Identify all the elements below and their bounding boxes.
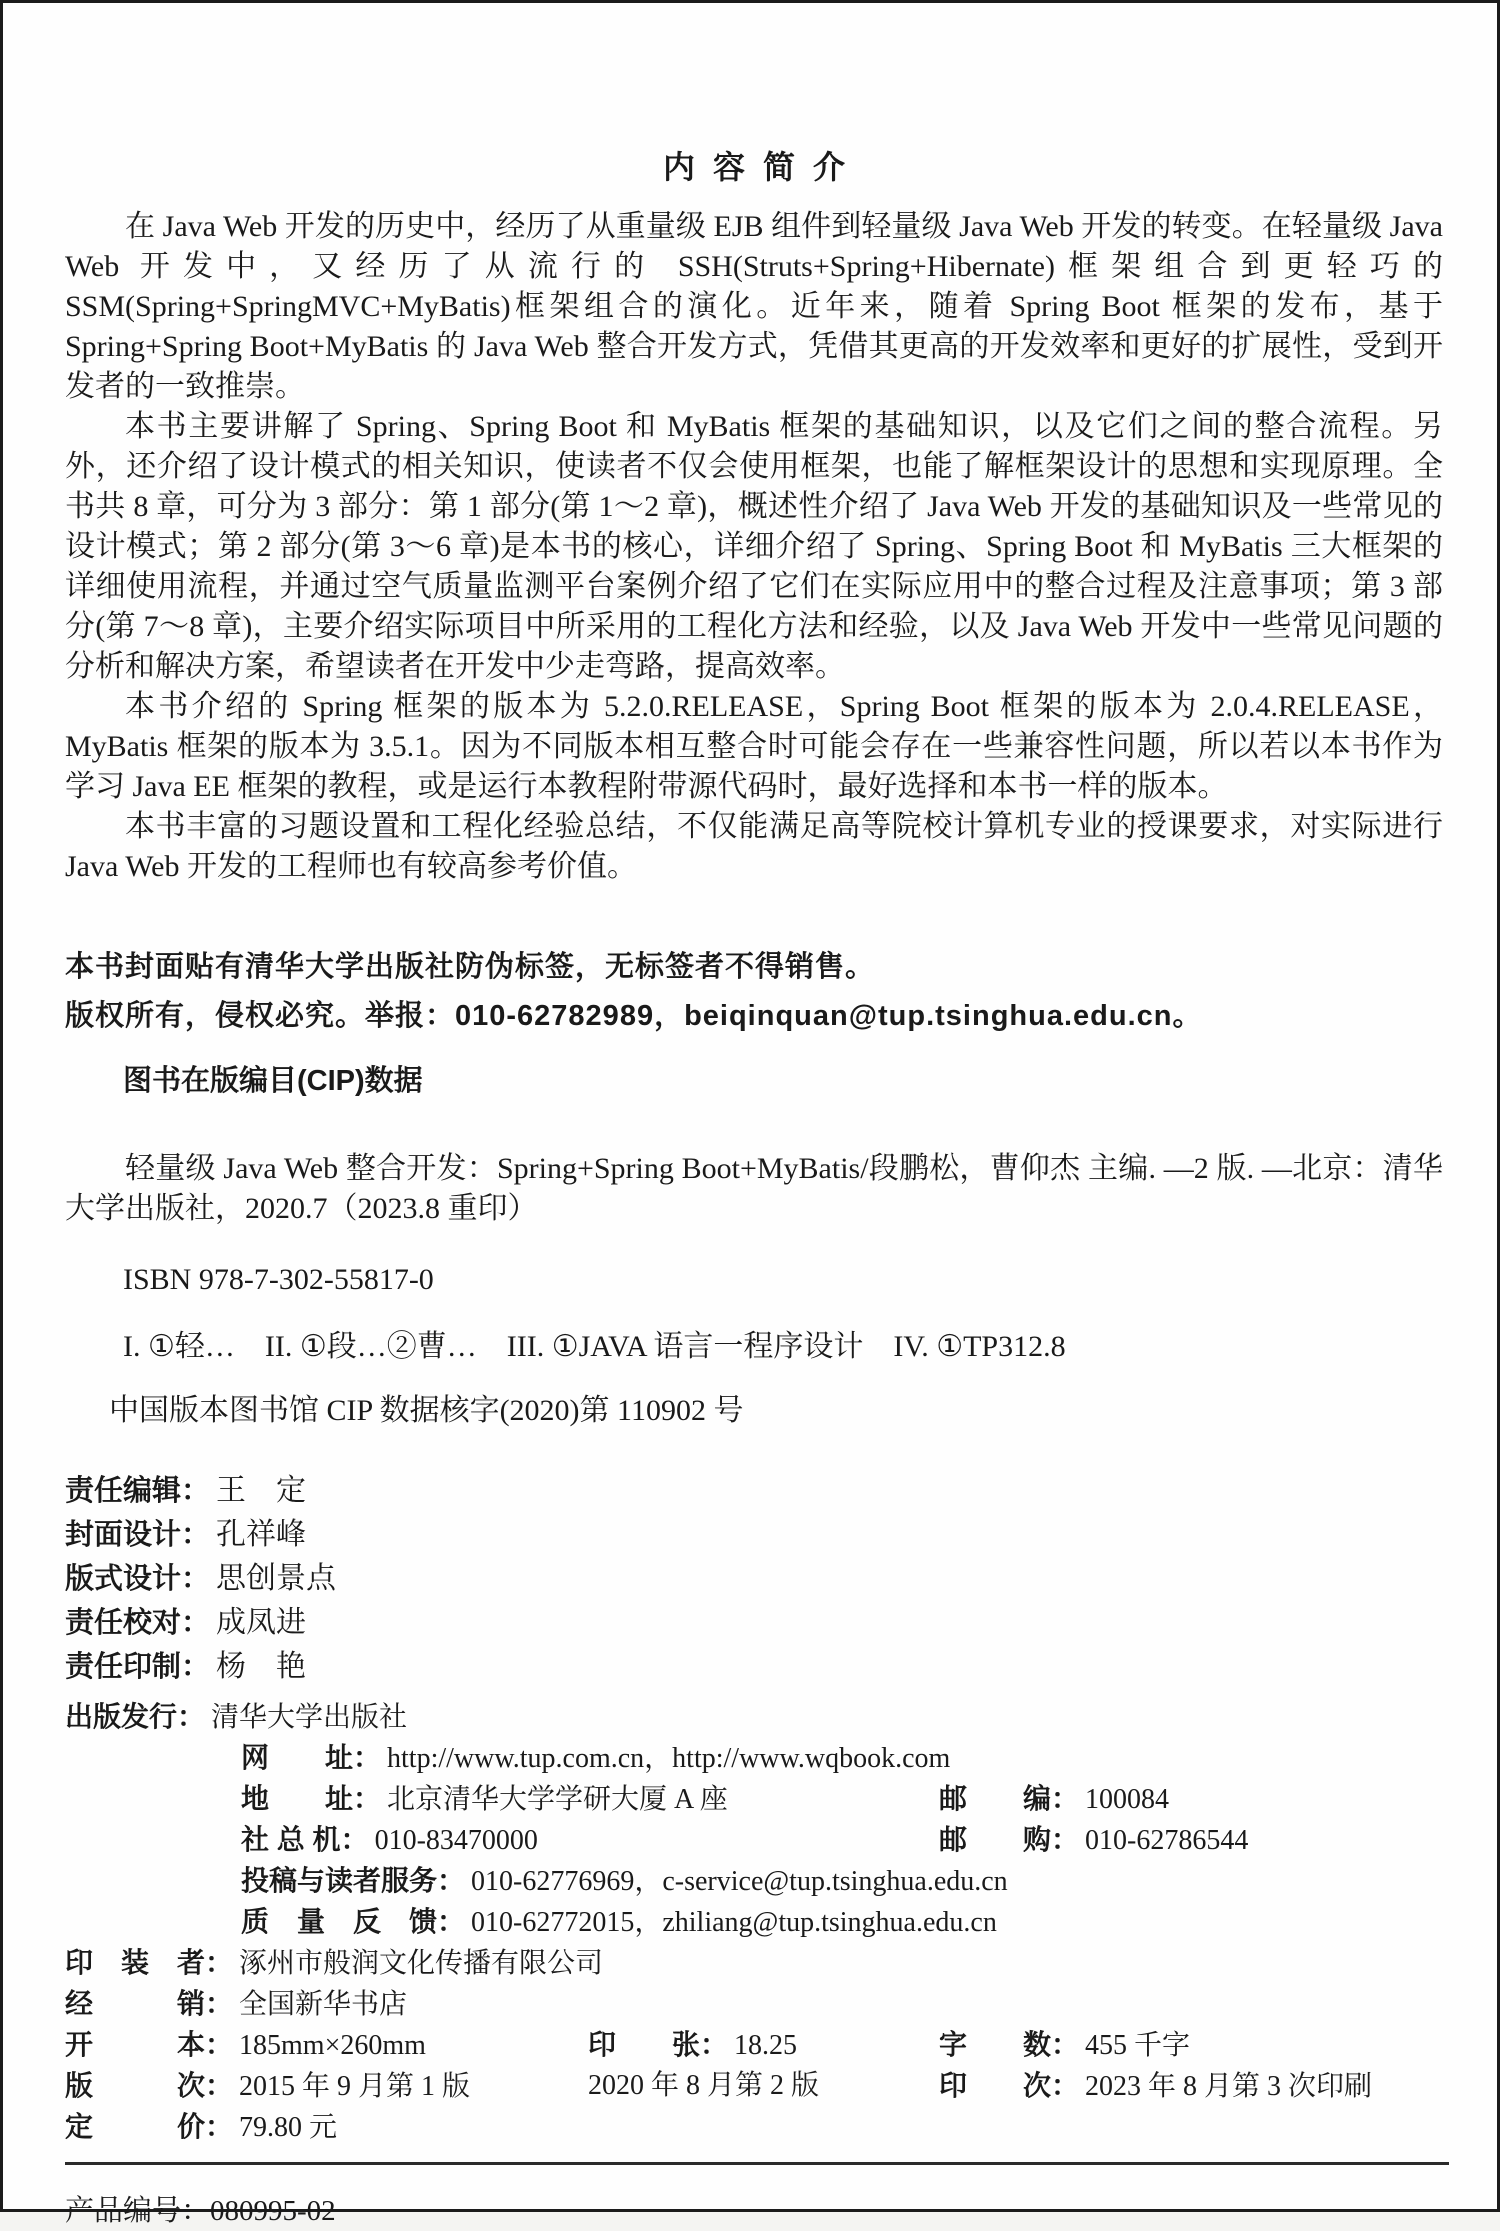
switchboard-label: 社 总 机： [241, 1824, 369, 1855]
feedback-label: 质 量 反 馈： [241, 1906, 466, 1937]
colophon-row-printer [65, 1943, 1443, 1984]
colophon-row-price [65, 2107, 1443, 2148]
product-code-label: 产品编号： [65, 2195, 211, 2227]
colophon-row-publisher [65, 1697, 1443, 1738]
credit-row [65, 1601, 1443, 1645]
intro-paragraph: 本书主要讲解了 Spring、Spring Boot 和 MyBatis 框架的基础知识，以及它们之间的整合流程。另外，还介绍了设计模式的相关知识，使读者不仅会使用框架，也能了解框架设计的思想和实现原理。全书共 8 章，可分为 3 部分：第 1 部分(第 1～2 章)，概述性介绍了 Java Web 开发的基础知识及一些常见的设计模式；第 2 部分(第 3～6 章)是本书的核心，详细介绍了 Spring、Spring Boot 和 MyBatis 三大框架的详细使用流程，并通过空气质量监测平台案例介绍了它们在实际应用中的整合过程及注意事项；第 3 部分(第 7～8 章)，主要介绍实际项目中所采用的工程化方法和经验，以及 Java Web 开发中一些常见问题的分析和解决方案，希望读者在开发中少走弯路，提高效率。 [65, 410, 1443, 683]
format-value: 185mm×260mm [239, 2030, 426, 2061]
words-value: 455 千字 [1085, 2030, 1191, 2061]
colophon-row-service [65, 1861, 1443, 1902]
product-code [65, 2191, 1443, 2231]
distributor-value: 全国新华书店 [239, 1989, 408, 2020]
cip-record-number: 中国版本图书馆 CIP 数据核字(2020)第 110902 号 [109, 1394, 744, 1427]
words-label: 字 数： [939, 2029, 1080, 2060]
credit-row [65, 1645, 1443, 1689]
credit-label: 责任编辑： [65, 1475, 211, 1507]
credit-label: 版式设计： [65, 1563, 211, 1595]
price-label: 定 价： [65, 2111, 234, 2142]
zip-value: 100084 [1085, 1784, 1170, 1815]
colophon-row-switchboard [65, 1820, 1443, 1861]
credit-label: 责任印制： [65, 1651, 211, 1683]
zip-group [939, 1779, 1169, 1820]
website-label: 网 址： [241, 1742, 382, 1773]
credit-label: 封面设计： [65, 1519, 211, 1551]
impression-value: 2023 年 8 月第 3 次印刷 [1085, 2071, 1373, 2102]
edition-value: 2015 年 9 月第 1 版 [239, 2071, 471, 2102]
colophon-row-feedback [65, 1902, 1443, 1943]
intro-paragraph: 本书丰富的习题设置和工程化经验总结，不仅能满足高等院校计算机专业的授课要求，对实际进行 Java Web 开发的工程师也有较高参考价值。 [65, 810, 1443, 883]
distributor-label: 经 销： [65, 1988, 234, 2019]
words-group [939, 2025, 1190, 2066]
price-value: 79.80 元 [239, 2112, 338, 2143]
product-code-value: 080995-02 [210, 2195, 336, 2227]
sheets-label: 印 张： [588, 2029, 729, 2060]
impression-label: 印 次： [939, 2070, 1080, 2101]
sheets-value: 18.25 [734, 2030, 798, 2061]
credit-value: 杨 艳 [216, 1650, 307, 1683]
colophon-row-edition [65, 2066, 1443, 2107]
intro-paragraph: 本书介绍的 Spring 框架的版本为 5.2.0.RELEASE，Spring Boot 框架的版本为 2.0.4.RELEASE，MyBatis 框架的版本为 3.5.1。因为不同版本相互整合时可能会存在一些兼容性问题，所以若以本书作为学习 Java EE 框架的教程，或是运行本教程附带源代码时，最好选择和本书一样的版本。 [65, 690, 1443, 803]
credit-row [65, 1513, 1443, 1557]
intro-section [65, 207, 1443, 887]
colophon-row-distributor [65, 1984, 1443, 2025]
switchboard-value: 010-83470000 [374, 1825, 538, 1856]
cip-classification: I. ①轻… II. ①段…②曹… III. ①JAVA 语言一程序设计 IV. ①TP312.8 [123, 1330, 1066, 1363]
credit-row [65, 1469, 1443, 1513]
credit-row [65, 1557, 1443, 1601]
mailorder-value: 010-62786544 [1085, 1825, 1249, 1856]
credit-value: 孔祥峰 [216, 1518, 307, 1551]
edition-label: 版 次： [65, 2070, 234, 2101]
publisher-value: 清华大学出版社 [211, 1702, 408, 1733]
credit-value: 思创景点 [216, 1562, 337, 1595]
printer-value: 涿州市般润文化传播有限公司 [239, 1948, 604, 1979]
staff-credits [65, 1469, 1443, 1689]
address-value: 北京清华大学学研大厦 A 座 [387, 1784, 728, 1815]
colophon-row-website [65, 1738, 1443, 1779]
cip-catalog-entry: 轻量级 Java Web 整合开发：Spring+Spring Boot+MyBatis/段鹏松，曹仰杰 主编. —2 版. —北京：清华大学出版社，2020.7（2023.8 重印） [65, 1152, 1443, 1225]
feedback-value: 010-62772015，zhiliang@tup.tsinghua.edu.cn [471, 1907, 997, 1938]
copyright-report-notice: 版权所有，侵权必究。举报：010-62782989，beiqinquan@tup.tsinghua.edu.cn。 [65, 1000, 1203, 1032]
legal-notice-section [65, 943, 1443, 1041]
credit-label: 责任校对： [65, 1607, 211, 1639]
edition2-value: 2020 年 8 月第 2 版 [588, 2070, 820, 2101]
intro-paragraph: 在 Java Web 开发的历史中，经历了从重量级 EJB 组件到轻量级 Java Web 开发的转变。在轻量级 Java Web 开发中，又经历了从流行的 SSH(Struts+Spring+Hibernate)框架组合到更轻巧的 SSM(Spring+SpringMVC+MyBatis)框架组合的演化。近年来，随着 Spring Boot 框架的发布，基于 Spring+Spring Boot+MyBatis 的 Java Web 整合开发方式，凭借其更高的开发效率和更好的扩展性，受到开发者的一致推崇。 [65, 210, 1443, 403]
printer-label: 印 装 者： [65, 1947, 234, 1978]
service-label: 投稿与读者服务： [241, 1865, 466, 1896]
page-content [3, 145, 1497, 2231]
format-label: 开 本： [65, 2029, 234, 2060]
address-label: 地 址： [241, 1783, 382, 1814]
colophon-section [65, 1697, 1443, 2148]
service-value: 010-62776969，c-service@tup.tsinghua.edu.cn [471, 1866, 1008, 1897]
isbn: ISBN 978-7-302-55817-0 [123, 1263, 434, 1296]
publisher-label: 出版发行： [65, 1701, 206, 1732]
colophon-row-address [65, 1779, 1443, 1820]
mailorder-label: 邮 购： [939, 1824, 1080, 1855]
mailorder-group [939, 1820, 1248, 1861]
cip-heading: 图书在版编目(CIP)数据 [123, 1065, 423, 1097]
credit-value: 成凤进 [216, 1606, 307, 1639]
credit-value: 王 定 [216, 1474, 307, 1507]
page-title: 内容简介 [662, 149, 863, 185]
zip-label: 邮 编： [939, 1783, 1080, 1814]
colophon-row-format [65, 2025, 1443, 2066]
anti-piracy-notice: 本书封面贴有清华大学出版社防伪标签，无标签者不得销售。 [65, 951, 876, 983]
sheets-group [588, 2025, 797, 2066]
footer-divider [65, 2162, 1449, 2165]
impression-group [939, 2066, 1372, 2107]
website-value: http://www.tup.com.cn，http://www.wqbook.com [387, 1743, 951, 1774]
